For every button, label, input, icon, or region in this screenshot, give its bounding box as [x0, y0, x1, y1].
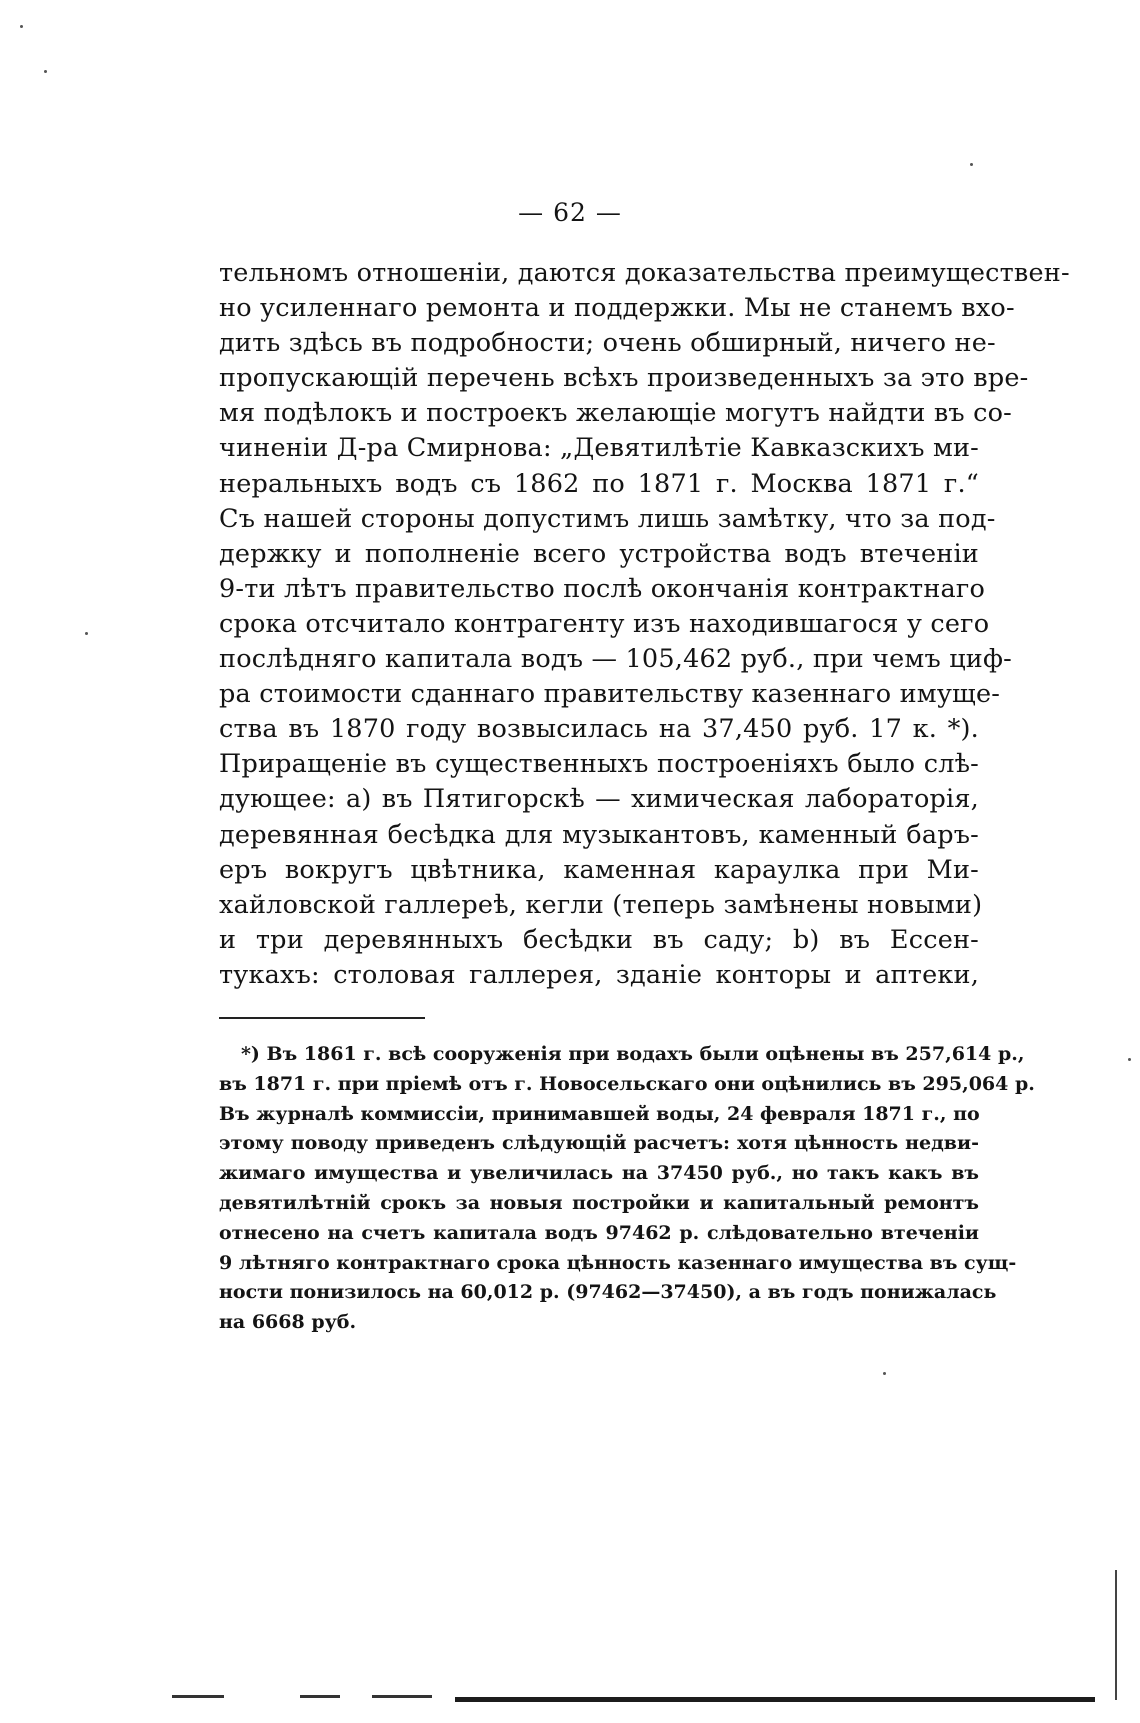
text-line: послѣдняго капитала водъ — 105,462 руб., при чемъ циф- [219, 644, 1012, 675]
scan-speck [970, 163, 973, 166]
footnote-separator [219, 1017, 425, 1019]
text-line: держку и пополненіе всего устройства водъ втеченіи [219, 538, 979, 569]
scan-speck [44, 70, 47, 73]
text-line: ра стоимости сданнаго правительству казеннаго имуще- [219, 679, 1001, 710]
text-line: Съ нашей стороны допустимъ лишь замѣтку, что за под- [219, 503, 996, 534]
footnote-line: Въ журналѣ коммиссіи, принимавшей воды, 24 февраля 1871 г., по [219, 1102, 980, 1125]
bottom-frag [372, 1695, 432, 1698]
text-line: срока отсчитало контрагенту изъ находившагося у сего [219, 608, 990, 639]
footnote-line: жимаго имущества и увеличилась на 37450 руб., но такъ какъ въ [219, 1162, 979, 1185]
bottom-rule [455, 1697, 1095, 1702]
bottom-frag [172, 1695, 224, 1698]
text-line: хайловской галлереѣ, кегли (теперь замѣнены новыми) [219, 889, 983, 920]
main-text [219, 256, 1070, 993]
text-line: и три деревянныхъ бесѣдки въ саду; b) въ Ессен- [219, 924, 979, 955]
text-line: пропускающій перечень всѣхъ произведенныхъ за это вре- [219, 363, 1029, 394]
scan-speck [1128, 1058, 1131, 1061]
bottom-frag [300, 1695, 340, 1698]
page-number: — 62 — [518, 198, 622, 227]
footnote-line: въ 1871 г. при пріемѣ отъ г. Новосельскаго они оцѣнились въ 295,064 р. [219, 1072, 1035, 1095]
footnote-line: ности понизилось на 60,012 р. (97462—37450), а въ годъ понижалась [219, 1281, 997, 1304]
text-line: дующее: а) въ Пятигорскѣ — химическая лабораторія, [219, 784, 979, 815]
text-line: чиненіи Д-ра Смирнова: „Девятилѣтіе Кавказскихъ ми- [219, 433, 979, 464]
footnote-line: на 6668 руб. [219, 1311, 357, 1334]
text-line: еръ вокругъ цвѣтника, каменная караулка при Ми- [219, 854, 979, 885]
scan-speck [883, 1372, 886, 1375]
footnote [219, 1040, 1035, 1338]
text-line: дить здѣсь въ подробности; очень обширный, ничего не- [219, 328, 996, 359]
footnote-line: *) Въ 1861 г. всѣ сооруженія при водахъ были оцѣнены въ 257,614 р., [241, 1043, 1025, 1065]
text-line: 9-ти лѣтъ правительство послѣ окончанія контрактнаго [219, 573, 986, 604]
right-edge-mark [1115, 1570, 1117, 1700]
footnote-line: девятилѣтній срокъ за новыя постройки и капитальный ремонтъ [219, 1191, 979, 1214]
text-line: тельномъ отношеніи, даются доказательства преимуществен- [219, 258, 1070, 288]
footnote-line: этому поводу приведенъ слѣдующій расчетъ: хотя цѣнность недви- [219, 1132, 979, 1155]
text-line: но усиленнаго ремонта и поддержки. Мы не станемъ вхо- [219, 293, 1015, 324]
text-line: деревянная бесѣдка для музыкантовъ, каменный баръ- [219, 819, 979, 850]
footnote-line: отнесено на счетъ капитала водъ 97462 р. слѣдовательно втеченіи [219, 1221, 979, 1244]
text-line: неральныхъ водъ съ 1862 по 1871 г. Москва 1871 г.“ [219, 468, 979, 499]
footnote-line: 9 лѣтняго контрактнаго срока цѣнность казеннаго имущества въ сущ- [219, 1251, 1017, 1274]
text-line: Приращеніе въ существенныхъ построеніяхъ было слѣ- [219, 749, 979, 780]
scan-speck [85, 632, 88, 635]
text-line: ства въ 1870 году возвысилась на 37,450 руб. 17 к. *). [219, 714, 979, 745]
text-line: мя подѣлокъ и построекъ желающіе могутъ найдти въ со- [219, 398, 1012, 429]
text-line: тукахъ: столовая галлерея, зданіе конторы и аптеки, [219, 959, 979, 990]
scan-speck [20, 25, 23, 28]
